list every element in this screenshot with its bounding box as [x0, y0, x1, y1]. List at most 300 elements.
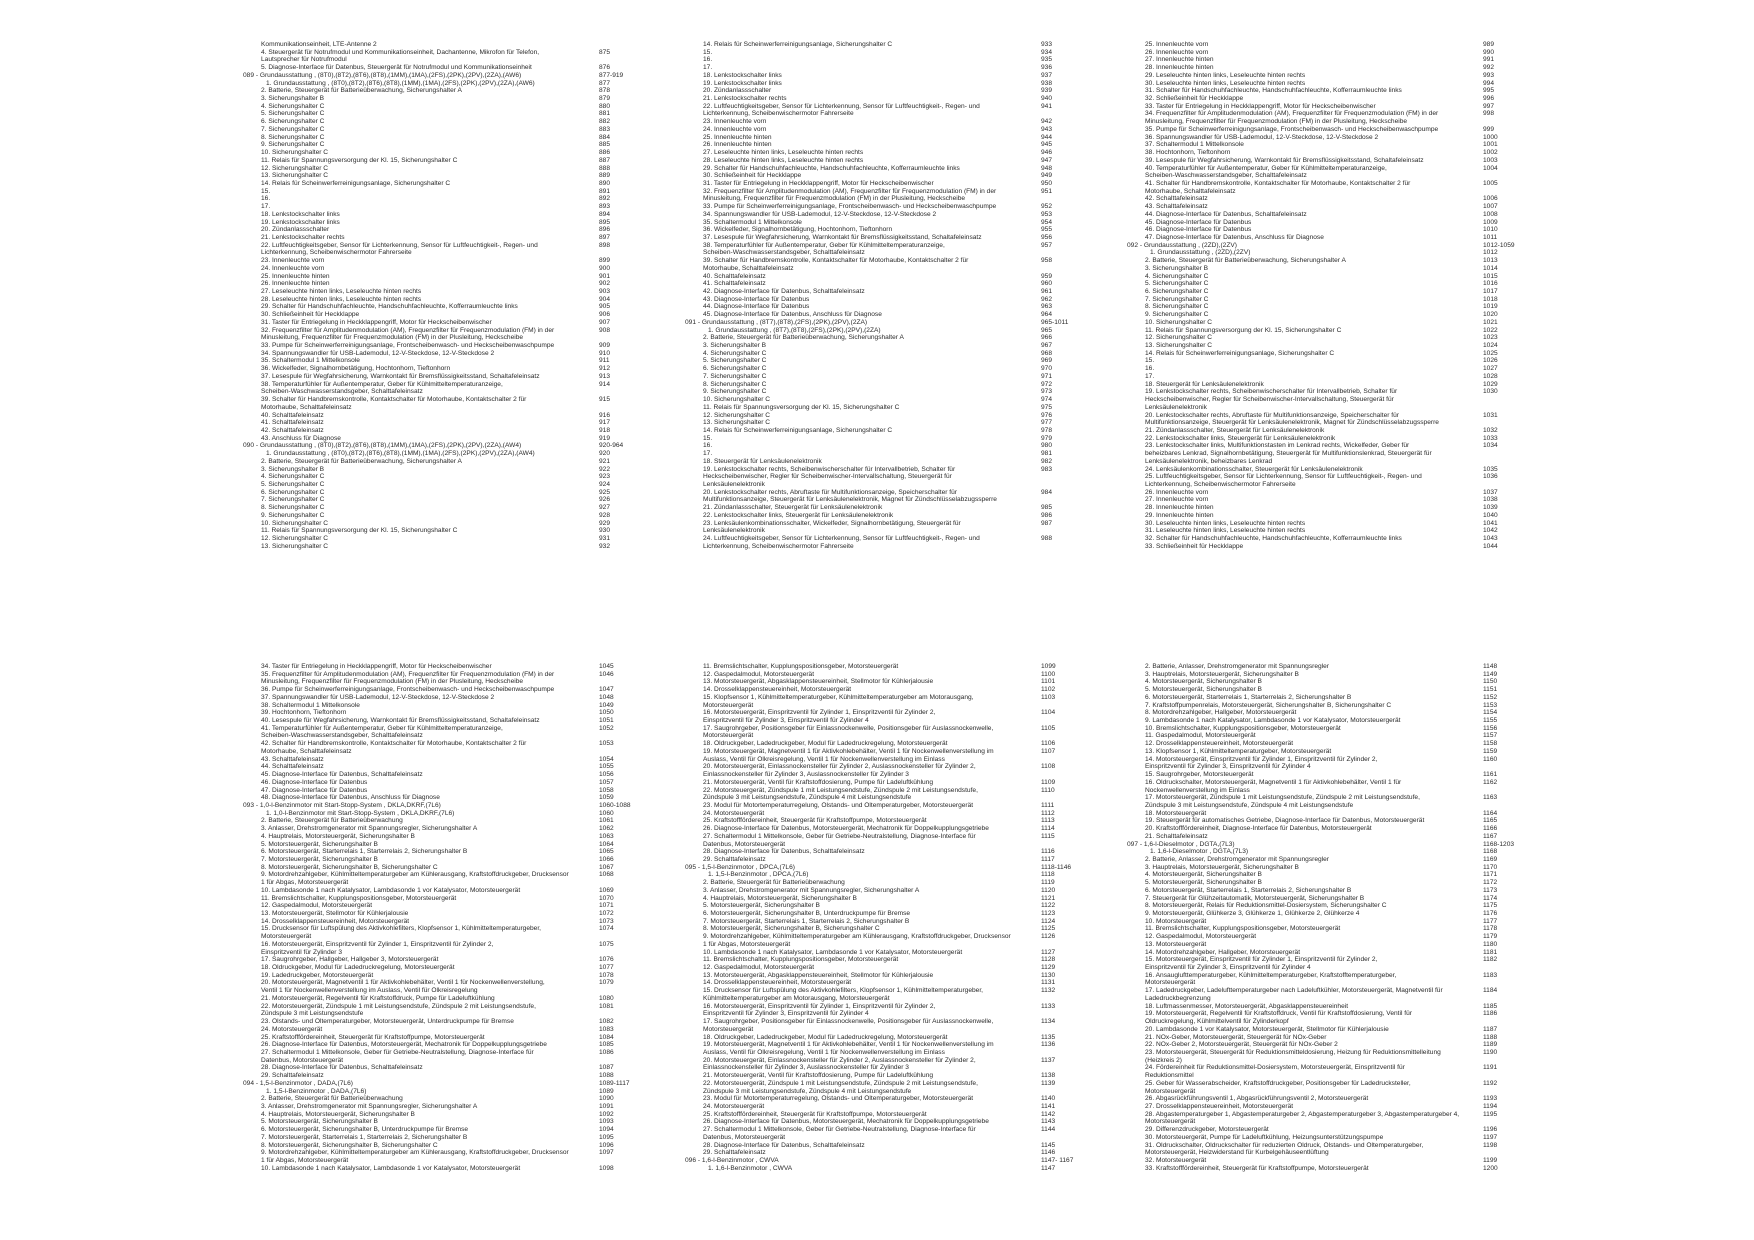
index-entry-row	[257, 732, 647, 740]
page-number: 993	[1483, 71, 1495, 79]
index-entry-row	[699, 941, 1089, 949]
entry-title: 28. Leseleuchte hinten links, Leseleuchte hinten rechts	[261, 295, 422, 303]
entry-title: 094 - 1,5-l-Benzinmotor , DADA,(7L6)	[243, 1079, 353, 1087]
page-number: 1133	[1041, 1002, 1056, 1010]
index-entry-row	[257, 918, 647, 926]
entry-title: 23. Innenleuchte vorn	[261, 257, 325, 265]
page-number: 1055	[599, 763, 614, 771]
entry-title: 17.	[703, 450, 713, 458]
page-number: 1004	[1483, 164, 1498, 172]
page-number: 1126	[1041, 933, 1056, 941]
entry-title: Minusleitung, Frequenzfilter für Frequenzmodulation (FM) in der Plusleitung, Heckscheibe	[261, 678, 524, 686]
entry-title: 4. Sicherungshalter C	[703, 349, 767, 357]
page-number: 944	[1041, 133, 1053, 141]
entry-title: Datenbus, Motorsteuergerät	[261, 1056, 344, 1064]
index-entry-row	[257, 211, 647, 219]
page-number: 1141	[1041, 1102, 1056, 1110]
index-entry-row	[699, 1034, 1089, 1042]
entry-title: 31. Leseleuchte hinten links, Leseleuchte hinten rechts	[1145, 527, 1306, 535]
index-entry-row	[1141, 412, 1531, 420]
index-entry-row	[1141, 342, 1531, 350]
entry-title: 47. Diagnose-Interface für Datenbus	[261, 786, 368, 794]
entry-title: 29. Schalter für Handschuhfachleuchte, Handschuhfachleuchte, Kofferraumleuchte links	[261, 303, 518, 311]
index-entry-row	[257, 157, 647, 165]
entry-title: 23. Lenkstockschalter links, Multifunktionstasten im Lenkrad rechts, Wickelfeder, Geber für	[1145, 442, 1410, 450]
entry-title: 4. Hauptrelais, Motorsteuergerät, Sicherungshalter B	[261, 1110, 415, 1118]
entry-title: 13. Sicherungshalter C	[1145, 342, 1213, 350]
page-number: 948	[1041, 164, 1053, 172]
entry-title: 23. Lenksäulenkombinationsschalter, Wickelfeder, Signalhornbetätigung, Steuergerät für	[703, 519, 961, 527]
entry-title: 15. Motorsteuergerät, Einspritzventil für Zylinder 1, Einspritzventil für Zylinder 2,	[1145, 956, 1378, 964]
index-entry-row	[1141, 1057, 1531, 1065]
entry-title: 29. Schalttafeleinsatz	[703, 1149, 766, 1157]
index-entry-row	[699, 504, 1089, 512]
index-entry-row	[1141, 442, 1531, 450]
page-number: 1139	[1041, 1079, 1056, 1087]
entry-title: 24. Innenleuchte vorn	[261, 264, 325, 272]
index-entry-row	[699, 972, 1089, 980]
page-number: 960	[1041, 280, 1053, 288]
index-entry-row	[257, 1149, 647, 1157]
page-number: 951	[1041, 187, 1053, 195]
index-entry-row	[1141, 1072, 1531, 1080]
page-number: 1072	[599, 910, 614, 917]
entry-title: 42. Schalter für Handbremskontrolle, Kontaktschalter für Motorhaube, Kontaktschalter 2 für	[261, 740, 527, 748]
index-entry-row	[257, 404, 647, 412]
index-entry-row	[699, 810, 1089, 818]
page-number: 1157	[1483, 732, 1498, 740]
page-number: 1057	[599, 778, 614, 786]
index-entry-row	[257, 864, 647, 872]
index-entry-row	[257, 1026, 647, 1034]
index-entry-row	[1141, 504, 1531, 512]
entry-title: 11. Bremslichtschalter, Kupplungspositionsgeber, Motorsteuergerät	[703, 663, 899, 670]
index-entry-row	[257, 172, 647, 180]
index-entry-row	[257, 265, 647, 273]
index-entry-row	[257, 219, 647, 227]
entry-title: 091 - Grundausstattung , (8T7),(8T8),(2FS),(2PK),(2PV),(2ZA)	[685, 318, 868, 326]
page-number: 1195	[1483, 1110, 1498, 1118]
entry-title: 9. Motorsteuergerät, Glühkerze 3, Glühkerze 1, Glühkerze 2, Glühkerze 4	[1145, 910, 1360, 917]
page-number: 989	[1483, 41, 1495, 48]
entry-title: Reduktionsmittel	[1145, 1072, 1194, 1080]
index-entry-row	[257, 180, 647, 188]
page-number: 895	[599, 218, 611, 226]
page-number: 1062	[599, 825, 614, 833]
page-number: 1147	[1041, 1164, 1056, 1172]
page-number: 1159	[1483, 747, 1498, 755]
index-entry-row	[257, 771, 647, 779]
page-number: 928	[599, 511, 611, 519]
entry-title: 4. Hauptrelais, Motorsteuergerät, Sicherungshalter B	[261, 832, 415, 840]
index-entry-row	[1141, 856, 1531, 864]
index-entry-row	[1141, 1157, 1531, 1165]
entry-title: 23. Ölstands- und Öltemperaturgeber, Motorsteuergerät, Unterdruckpumpe für Bremse	[261, 1018, 514, 1026]
page-number: 976	[1041, 411, 1053, 419]
page-number: 908	[599, 326, 611, 334]
entry-title: 18. Lenkstockschalter links	[261, 210, 340, 218]
entry-title: 29. Leseleuchte hinten links, Leseleuchte hinten rechts	[1145, 71, 1306, 79]
entry-title: 31. Öldruckschalter, Öldruckschalter für reduzierten Öldruck, Ölstands- und Öltemperaturgeber,	[1145, 1141, 1424, 1149]
entry-title: 11. Bremslichtschalter, Kupplungspositionsgeber, Motorsteuergerät	[261, 894, 457, 902]
entry-title: 35. Frequenzfilter für Amplitudenmodulation (AM), Frequenzfilter für Frequenzmodulation (FM) in der	[261, 670, 555, 678]
page-number: 938	[1041, 79, 1053, 87]
page-number: 924	[599, 480, 611, 488]
page-number: 1013	[1483, 257, 1498, 265]
entry-title: 11. Relais für Spannungsversorgung der Kl. 15, Sicherungshalter C	[261, 156, 458, 164]
index-entry-row	[257, 964, 647, 972]
entry-title: Auslass, Ventil für Ölkreisregelung, Ventil 1 für Nockenwellenverstellung im Einlass	[703, 755, 945, 763]
entry-title: 089 - Grundausstattung , (8T0),(8T2),(8T6),(8T8),(1MM),(1MA),(2FS),(2PK),(2PV),(2ZA),(AW6)	[243, 71, 522, 79]
index-entry-row	[699, 234, 1089, 242]
index-entry-row	[699, 802, 1089, 810]
entry-title: 10. Lambdasonde 1 nach Katalysator, Lambdasonde 1 vor Katalysator, Motorsteuergerät	[261, 886, 521, 894]
entry-title: 5. Sicherungshalter C	[1145, 280, 1209, 288]
page-number: 1003	[1483, 156, 1498, 164]
index-entry-row	[257, 41, 647, 49]
index-entry-row	[699, 1041, 1089, 1049]
page-number: 1135	[1041, 1033, 1056, 1041]
index-entry-row	[257, 273, 647, 281]
page-number: 999	[1483, 125, 1495, 133]
page-number: 969	[1041, 357, 1053, 365]
entry-title: Minusleitung, Frequenzfilter für Frequenzmodulation (FM) in der Plusleitung, Heckscheibe	[703, 195, 966, 203]
entry-title: 44. Schalttafeleinsatz	[261, 763, 324, 771]
entry-title: Datenbus, Motorsteuergerät	[703, 1133, 786, 1141]
index-entry-row	[257, 833, 647, 841]
index-entry-row	[1141, 141, 1531, 149]
page-number: 1140	[1041, 1095, 1056, 1103]
index-entry-row	[257, 1111, 647, 1119]
index-entry-row	[257, 134, 647, 142]
index-entry-row	[1141, 373, 1531, 381]
entry-title: 6. Sicherungshalter C	[1145, 288, 1209, 295]
entry-title: 8. Sicherungshalter C	[1145, 303, 1209, 311]
index-entry-row	[699, 841, 1089, 849]
page-number: 1182	[1483, 956, 1498, 964]
entry-title: 24. Fördereinheit für Reduktionsmittel-Dosiersystem, Motorsteuergerät, Einspritzventil für	[1145, 1064, 1405, 1072]
index-entry-row	[257, 902, 647, 910]
page-number: 1184	[1483, 987, 1498, 995]
page-number: 1110	[1041, 786, 1055, 794]
entry-title: 24. Innenleuchte vorn	[703, 125, 767, 133]
index-entry-row	[1141, 1103, 1531, 1111]
index-entry-row	[257, 365, 647, 373]
index-entry-row	[699, 520, 1089, 528]
index-entry-row	[699, 311, 1089, 319]
index-entry-row	[1141, 157, 1531, 165]
page-number: 1161	[1483, 771, 1498, 779]
entry-title: 26. Diagnose-Interface für Datenbus, Motorsteuergerät, Mechatronik für Doppelkupplungsgetriebe	[261, 1041, 547, 1049]
index-entry-row	[1141, 771, 1531, 779]
page-number: 1175	[1483, 902, 1498, 910]
entry-title: 9. Sicherungshalter C	[703, 388, 767, 396]
index-entry-row	[699, 396, 1089, 404]
entry-title: 7. Sicherungshalter C	[703, 372, 767, 380]
entry-title: Kommunikationseinheit, LTE-Antenne 2	[261, 41, 377, 48]
entry-title: 3. Hauptrelais, Motorsteuergerät, Sicherungshalter B	[1145, 863, 1299, 871]
index-entry-row	[257, 987, 647, 995]
entry-title: Lenksäulenelektronik	[703, 480, 765, 488]
index-entry-row	[257, 825, 647, 833]
entry-title: Kühlmitteltemperaturgeber am Motorausgang, Motorsteuergerät	[703, 994, 890, 1002]
index-entry-row	[699, 1149, 1089, 1157]
index-entry-row	[257, 856, 647, 864]
index-entry-row	[699, 949, 1089, 957]
entry-title: 4. Steuergerät für Notrufmodul und Kommunikationseinheit, Dachantenne, Mikrofon für Telefon,	[261, 48, 540, 56]
page-number: 1060-1088	[599, 801, 631, 809]
entry-title: 15. Klopfsensor 1, Kühlmitteltemperaturgeber, Kühlmitteltemperaturgeber am Motorausgang,	[703, 693, 974, 701]
page-number: 877-919	[599, 71, 624, 79]
index-entry-row	[699, 219, 1089, 227]
index-entry-row	[1141, 103, 1531, 111]
index-entry-row	[257, 1057, 647, 1065]
index-entry-row	[1141, 678, 1531, 686]
page-number: 1092	[599, 1110, 614, 1118]
entry-title: 23. Modul für Motortemperaturregelung, Ölstands- und Öltemperaturgeber, Motorsteuergerät	[703, 1095, 974, 1103]
entry-title: 20. Lenkstockschalter rechts, Abruftaste für Multifunktionsanzeige, Speicherschalter für	[1145, 411, 1399, 419]
entry-title: Zündspule 3 mit Leistungsendstufe, Zündspule 4 mit Leistungsendstufe	[703, 794, 912, 802]
entry-title: 11. Relais für Spannungsversorgung der Kl. 15, Sicherungshalter C	[261, 527, 458, 535]
index-entry-row	[699, 879, 1089, 887]
page-number: 1114	[1041, 825, 1055, 833]
index-entry-row	[1141, 72, 1531, 80]
index-entry-row	[1141, 1049, 1531, 1057]
entry-title: 31. Schalter für Handschuhfachleuchte, Handschuhfachleuchte, Kofferraumleuchte links	[1145, 87, 1402, 95]
entry-title: 18. Lenkstockschalter links	[703, 71, 782, 79]
entry-title: Einlassnockensteller für Zylinder 3, Auslassnockensteller für Zylinder 3	[703, 1064, 909, 1072]
page-number: 1137	[1041, 1056, 1056, 1064]
index-entry-row	[699, 694, 1089, 702]
page-number: 1089-1117	[599, 1079, 630, 1087]
section-heading-row	[685, 1157, 1089, 1165]
index-entry-row	[699, 512, 1089, 520]
entry-title: 28. Diagnose-Interface für Datenbus, Schalttafeleinsatz	[261, 1064, 423, 1072]
entry-title: 16. Ansauglufttemperaturgeber, Kühlmitteltemperaturgeber, Kraftstofftemperaturgeber,	[1145, 971, 1397, 979]
index-entry-row	[1141, 910, 1531, 918]
entry-title: 096 - 1,6-l-Benzinmotor , CWVA	[685, 1157, 779, 1164]
entry-title: 25. Kraftstofffördereinheit, Steuergerät für Kraftstoffpumpe, Motorsteuergerät	[703, 1110, 927, 1118]
entry-title: 12. Sicherungshalter C	[261, 164, 329, 172]
index-entry-row	[699, 1064, 1089, 1072]
entry-title: 14. Relais für Scheinwerferreinigungsanlage, Sicherungshalter C	[703, 41, 893, 48]
page-number: 1019	[1483, 303, 1498, 311]
index-entry-row	[1141, 987, 1531, 995]
entry-title: 11. Relais für Spannungsversorgung der Kl. 15, Sicherungshalter C	[1145, 326, 1342, 334]
entry-title: 14. Relais für Scheinwerferreinigungsanlage, Sicherungshalter C	[703, 426, 893, 434]
entry-title: 10. Sicherungshalter C	[261, 519, 329, 527]
entry-title: 30. Leseleuchte hinten links, Leseleuchte hinten rechts	[1145, 519, 1306, 527]
index-entry-row	[1141, 450, 1531, 458]
page-number: 1189	[1483, 1041, 1498, 1049]
page-number: 1130	[1041, 971, 1056, 979]
entry-title: 20. Lambdasonde 1 vor Katalysator, Motorsteuergerät, Stellmotor für Kühlerjalousie	[1145, 1025, 1389, 1033]
index-entry-row	[699, 771, 1089, 779]
entry-title: 27. Leseleuchte hinten links, Leseleuchte hinten rechts	[703, 149, 864, 157]
page-number: 1056	[599, 771, 614, 779]
index-entry-row	[1141, 748, 1531, 756]
index-entry-row	[257, 496, 647, 504]
page-number: 1058	[599, 786, 614, 794]
entry-title: 17. Saugrohrgeber, Positionsgeber für Einlassnockenwelle, Positionsgeber für Auslassnockenwelle,	[703, 724, 994, 732]
page-number: 974	[1041, 396, 1053, 404]
page-number: 1123	[1041, 910, 1056, 917]
page-number: 884	[599, 133, 611, 141]
entry-title: 28. Diagnose-Interface für Datenbus, Schalttafeleinsatz	[703, 1141, 865, 1149]
page-number: 1172	[1483, 879, 1498, 887]
section-heading-row	[1127, 840, 1531, 849]
index-entry-row	[1141, 95, 1531, 103]
entry-title: 7. Steuergerät für Glühzeitautomatik, Motorsteuergerät, Sicherungshalter B	[1145, 894, 1365, 902]
index-entry-row	[1141, 80, 1531, 88]
index-entry-row	[699, 702, 1089, 710]
entry-title: 12. Sicherungshalter C	[703, 411, 771, 419]
entry-title: 17. Saugrohrgeber, Positionsgeber für Einlassnockenwelle, Positionsgeber für Auslassnockenwelle,	[703, 1018, 994, 1026]
entry-title: 11. Bremslichtschalter, Kupplungspositionsgeber, Motorsteuergerät	[1145, 925, 1341, 933]
entry-title: 20. Zündanlassschalter	[703, 87, 772, 95]
index-entry-row	[1141, 895, 1531, 903]
index-entry-row	[699, 987, 1089, 995]
index-entry-row	[257, 481, 647, 489]
entry-title: 10. Sicherungshalter C	[261, 149, 329, 157]
entry-title: 13. Sicherungshalter C	[261, 172, 329, 180]
page-number: 982	[1041, 457, 1053, 465]
page-number: 1087	[599, 1064, 614, 1072]
page-number: 957	[1041, 241, 1053, 249]
index-entry-row	[699, 964, 1089, 972]
index-entry-row	[257, 1157, 647, 1165]
page-number: 1044	[1483, 542, 1498, 550]
entry-title: 1. 1,5-l-Benzinmotor , DADA,(7L6)	[266, 1087, 367, 1095]
entry-title: 29. Schalter für Handschuhfachleuchte, Handschuhfachleuchte, Kofferraumleuchte links	[703, 164, 960, 172]
index-entry-row	[257, 725, 647, 733]
page-number: 932	[599, 542, 611, 550]
entry-title: 9. Motordrehzahlgeber, Kühlmitteltemperaturgeber am Kühlerausgang, Kraftstoffdruckgeber, Drucksensor	[261, 1149, 569, 1157]
page-number: 959	[1041, 272, 1053, 280]
page-number: 1050	[599, 709, 614, 717]
entry-title: 26. Diagnose-Interface für Datenbus, Motorsteuergerät, Mechatronik für Doppelkupplungsgetriebe	[703, 825, 989, 833]
entry-title: 16.	[703, 442, 713, 450]
index-entry-row	[699, 671, 1089, 679]
entry-title: 24. Motorsteuergerät	[261, 1025, 323, 1033]
index-entry-row	[1141, 1041, 1531, 1049]
index-entry-row	[257, 296, 647, 304]
index-entry-row	[257, 1142, 647, 1150]
index-entry-row	[1141, 1118, 1531, 1126]
index-entry-row	[1141, 296, 1531, 304]
entry-title: 17. Saugrohrgeber, Hallgeber, Hallgeber 3, Motorsteuergerät	[261, 956, 439, 964]
entry-title: 15. Saugrohrgeber, Motorsteuergerät	[1145, 771, 1254, 779]
index-entry-row	[699, 388, 1089, 396]
entry-title: 36. Wickelfeder, Signalhornbetätigung, Hochtonhorn, Tieftonhorn	[703, 226, 893, 234]
index-entry-row	[257, 49, 647, 57]
index-entry-row	[699, 373, 1089, 381]
page-number: 1154	[1483, 709, 1498, 717]
page-number: 1045	[599, 663, 614, 670]
entry-title: Auslass, Ventil für Ölkreisregelung, Ventil 1 für Nockenwellenverstellung im Einlass	[703, 1048, 945, 1056]
index-column-4	[243, 663, 647, 1172]
entry-title: 2. Batterie, Anlasser, Drehstromgenerator mit Spannungsregler	[1145, 663, 1329, 670]
index-entry-row	[257, 678, 647, 686]
index-entry-row	[1141, 833, 1531, 841]
index-entry-row	[257, 56, 647, 64]
index-entry-row	[257, 473, 647, 481]
section-heading-row	[685, 318, 1089, 327]
page-number: 1041	[1483, 519, 1498, 527]
page-number: 1016	[1483, 280, 1498, 288]
index-entry-row	[1141, 311, 1531, 319]
entry-title: 33. Taster für Entriegelung in Heckklappengriff, Motor für Heckscheibenwischer	[1145, 102, 1376, 110]
index-entry-row	[699, 732, 1089, 740]
entry-title: 22. Lenkstockschalter links, Steuergerät für Lenksäulenelektronik	[703, 511, 894, 519]
entry-title: 27. Drosselklappensteuereinheit, Motorsteuergerät	[1145, 1102, 1294, 1110]
entry-title: 21. Motorsteuergerät, Ventil für Kraftstoffdosierung, Pumpe für Ladeluftkühlung	[703, 1072, 934, 1080]
entry-title: Einspritzventil für Zylinder 3, Einspritzventil für Zylinder 4	[1145, 763, 1311, 771]
index-entry-row	[699, 72, 1089, 80]
entry-title: Lichterkennung, Scheibenwischermotor Fahrerseite	[1145, 480, 1296, 488]
page-number: 992	[1483, 64, 1495, 72]
page-number: 1101	[1041, 678, 1056, 686]
entry-title: 24. Luftfeuchtigkeitsgeber, Sensor für Lichterkennung, Sensor für Luftfeuchtigkeit-, Regen- und	[703, 535, 980, 542]
page-number: 1200	[1483, 1164, 1498, 1172]
entry-title: 16.	[1145, 365, 1155, 373]
page-number: 1064	[599, 840, 614, 848]
index-entry-row	[257, 995, 647, 1003]
entry-title: 33. Pumpe für Scheinwerferreinigungsanlage, Frontscheibenwasch- und Heckscheibenwaschpumpe	[703, 203, 997, 211]
entry-title: 2. Batterie, Steuergerät für Batterieüberwachung	[261, 817, 403, 825]
page-number: 1115	[1041, 832, 1055, 840]
entry-title: 8. Motorsteuergerät, Relais für Reduktionsmittel-Dosiersystem, Sicherungshalter C	[1145, 902, 1387, 910]
index-entry-row	[699, 103, 1089, 111]
page-number: 914	[599, 380, 611, 388]
entry-title: 43. Anschluss für Diagnose	[261, 434, 341, 442]
index-entry-row	[257, 381, 647, 389]
page-number: 878	[599, 87, 611, 95]
entry-title: 42. Schalttafeleinsatz	[261, 426, 324, 434]
index-entry-row	[699, 833, 1089, 841]
index-entry-row	[257, 504, 647, 512]
entry-title: 23. Motorsteuergerät, Steuergerät für Reduktionsmitteldosierung, Heizung für Reduktionsmittelleitung	[1145, 1048, 1441, 1056]
entry-title: 5. Sicherungshalter C	[703, 357, 767, 365]
entry-title: 28. Abgastemperaturgeber 1, Abgastemperaturgeber 2, Abgastemperaturgeber 3, Abgastemperaturgeber 4,	[1145, 1110, 1460, 1118]
index-entry-row	[1141, 211, 1531, 219]
index-entry-row	[257, 249, 647, 257]
entry-title: 28. Diagnose-Interface für Datenbus, Schalttafeleinsatz	[703, 848, 865, 856]
page-number: 917	[599, 419, 611, 427]
page-number: 1084	[599, 1033, 614, 1041]
page-number: 1048	[599, 693, 614, 701]
page-number: 1070	[599, 894, 614, 902]
page-number: 1109	[1041, 778, 1056, 786]
entry-title: 3. Sicherungshalter B	[1145, 264, 1209, 272]
index-entry-row	[699, 763, 1089, 771]
index-entry-row	[1141, 779, 1531, 787]
page-number: 1143	[1041, 1118, 1056, 1126]
page-number: 1194	[1483, 1102, 1498, 1110]
index-entry-row	[699, 334, 1089, 342]
entry-title: 25. Luftfeuchtigkeitsgeber, Sensor für Lichterkennung, Sensor für Luftfeuchtigkeit-, Regen- und	[1145, 473, 1422, 481]
page-number: 995	[1483, 87, 1495, 95]
index-entry-row	[1141, 1010, 1531, 1018]
page-number: 1168	[1483, 848, 1498, 856]
entry-title: 15.	[1145, 357, 1155, 365]
index-entry-row	[699, 686, 1089, 694]
entry-title: 43. Schalttafeleinsatz	[1145, 203, 1208, 211]
entry-title: 35. Schaltermodul 1 Mittelkonsole	[703, 218, 802, 226]
entry-title: 11. Bremslichtschalter, Kupplungspositionsgeber, Motorsteuergerät	[703, 956, 899, 964]
entry-title: 22. Motorsteuergerät, Zündspule 1 mit Leistungsendstufe, Zündspule 2 mit Leistungsendstufe,	[703, 786, 978, 794]
page-number: 1124	[1041, 917, 1056, 925]
